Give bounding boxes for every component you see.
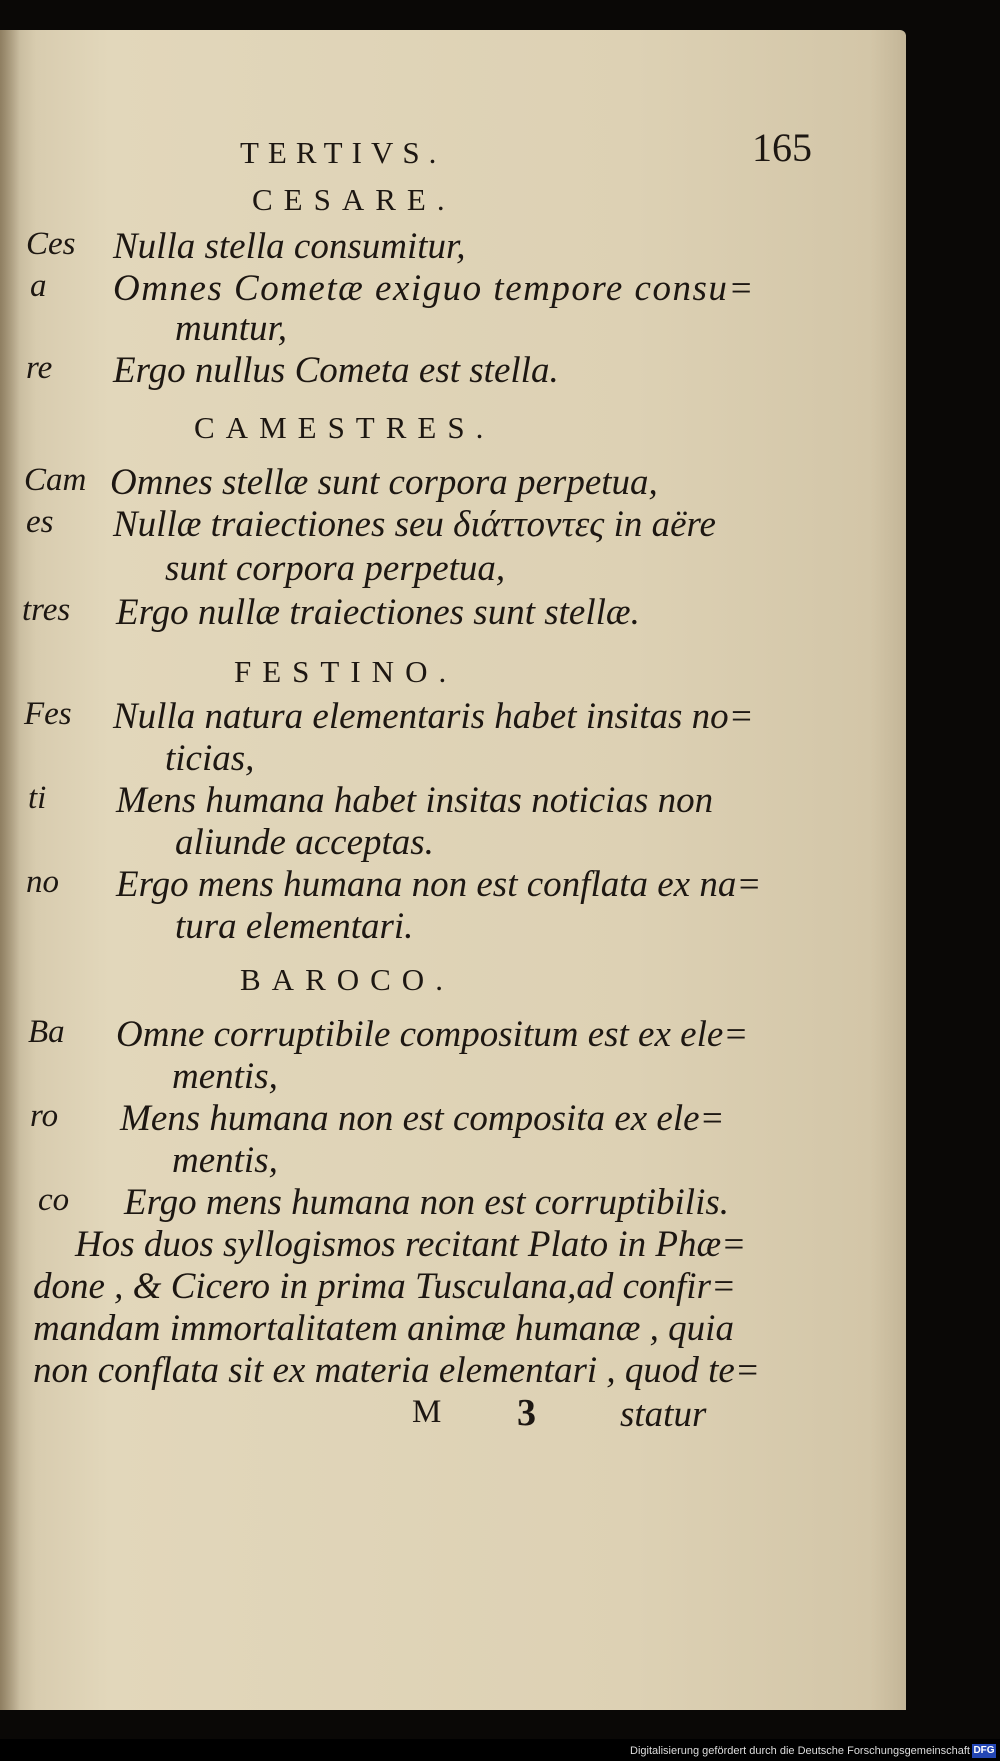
margin-mnemonic: tres (22, 592, 71, 628)
margin-mnemonic: ti (28, 780, 47, 816)
syllogism-line: mentis, (172, 1140, 278, 1181)
margin-mnemonic: re (26, 350, 53, 386)
digitization-credit: Digitalisierung gefördert durch die Deutsche Forschungsgemeinschaft (630, 1745, 970, 1757)
syllogism-line: Nulla stella consumitur, (113, 226, 466, 267)
section-title: BAROCO. (240, 962, 454, 997)
syllogism-line: Ergo mens humana non est conflata ex na= (116, 864, 762, 905)
paragraph-line: non conflata sit ex materia elementari , quod te= (33, 1350, 760, 1391)
page-number: 165 (752, 125, 812, 170)
signature-mark: M (412, 1394, 442, 1430)
margin-mnemonic: es (26, 504, 54, 540)
margin-mnemonic: Cam (24, 462, 87, 498)
signature-number: 3 (517, 1392, 536, 1434)
syllogism-line: Ergo nullæ traiectiones sunt stellæ. (116, 592, 640, 633)
syllogism-line: aliunde acceptas. (175, 822, 434, 863)
section-title: CAMESTRES. (194, 410, 495, 445)
footer-bar (0, 1739, 1000, 1761)
paragraph-line: done , & Cicero in prima Tusculana,ad confir= (33, 1266, 736, 1307)
syllogism-line: sunt corpora perpetua, (165, 548, 506, 589)
syllogism-line: Nulla natura elementaris habet insitas no= (113, 696, 754, 737)
margin-mnemonic: Fes (24, 696, 72, 732)
syllogism-line: Ergo nullus Cometa est stella. (113, 350, 559, 391)
syllogism-line: tura elementari. (175, 906, 414, 947)
syllogism-line: Nullæ traiectiones seu διάττοντες in aëre (113, 504, 716, 545)
running-title: TERTIVS. (240, 135, 446, 170)
syllogism-line: Omnes stellæ sunt corpora perpetua, (110, 462, 658, 503)
section-title: CESARE. (252, 182, 456, 217)
paragraph-line: Hos duos syllogismos recitant Plato in Phæ= (75, 1224, 747, 1265)
dfg-logo-icon: DFG (973, 1745, 995, 1756)
syllogism-line: Mens humana non est composita ex ele= (120, 1098, 725, 1139)
section-title: FESTINO. (234, 654, 458, 689)
page-gutter-shadow (0, 30, 20, 1710)
paragraph-line: mandam immortalitatem animæ humanæ , quia (33, 1308, 734, 1349)
syllogism-line: Mens humana habet insitas noticias non (116, 780, 714, 821)
catchword: statur (620, 1394, 707, 1435)
margin-mnemonic: co (38, 1182, 70, 1218)
syllogism-line: ticias, (165, 738, 255, 779)
margin-mnemonic: Ba (28, 1014, 65, 1050)
margin-mnemonic: a (30, 268, 47, 304)
margin-mnemonic: no (26, 864, 59, 900)
syllogism-line: Omne corruptibile compositum est ex ele= (116, 1014, 749, 1055)
syllogism-line: muntur, (175, 308, 288, 349)
margin-mnemonic: ro (30, 1098, 59, 1134)
syllogism-line: Omnes Cometæ exiguo tempore consu= (113, 268, 755, 309)
syllogism-line: mentis, (172, 1056, 278, 1097)
margin-mnemonic: Ces (26, 226, 76, 262)
syllogism-line: Ergo mens humana non est corruptibilis. (124, 1182, 730, 1223)
